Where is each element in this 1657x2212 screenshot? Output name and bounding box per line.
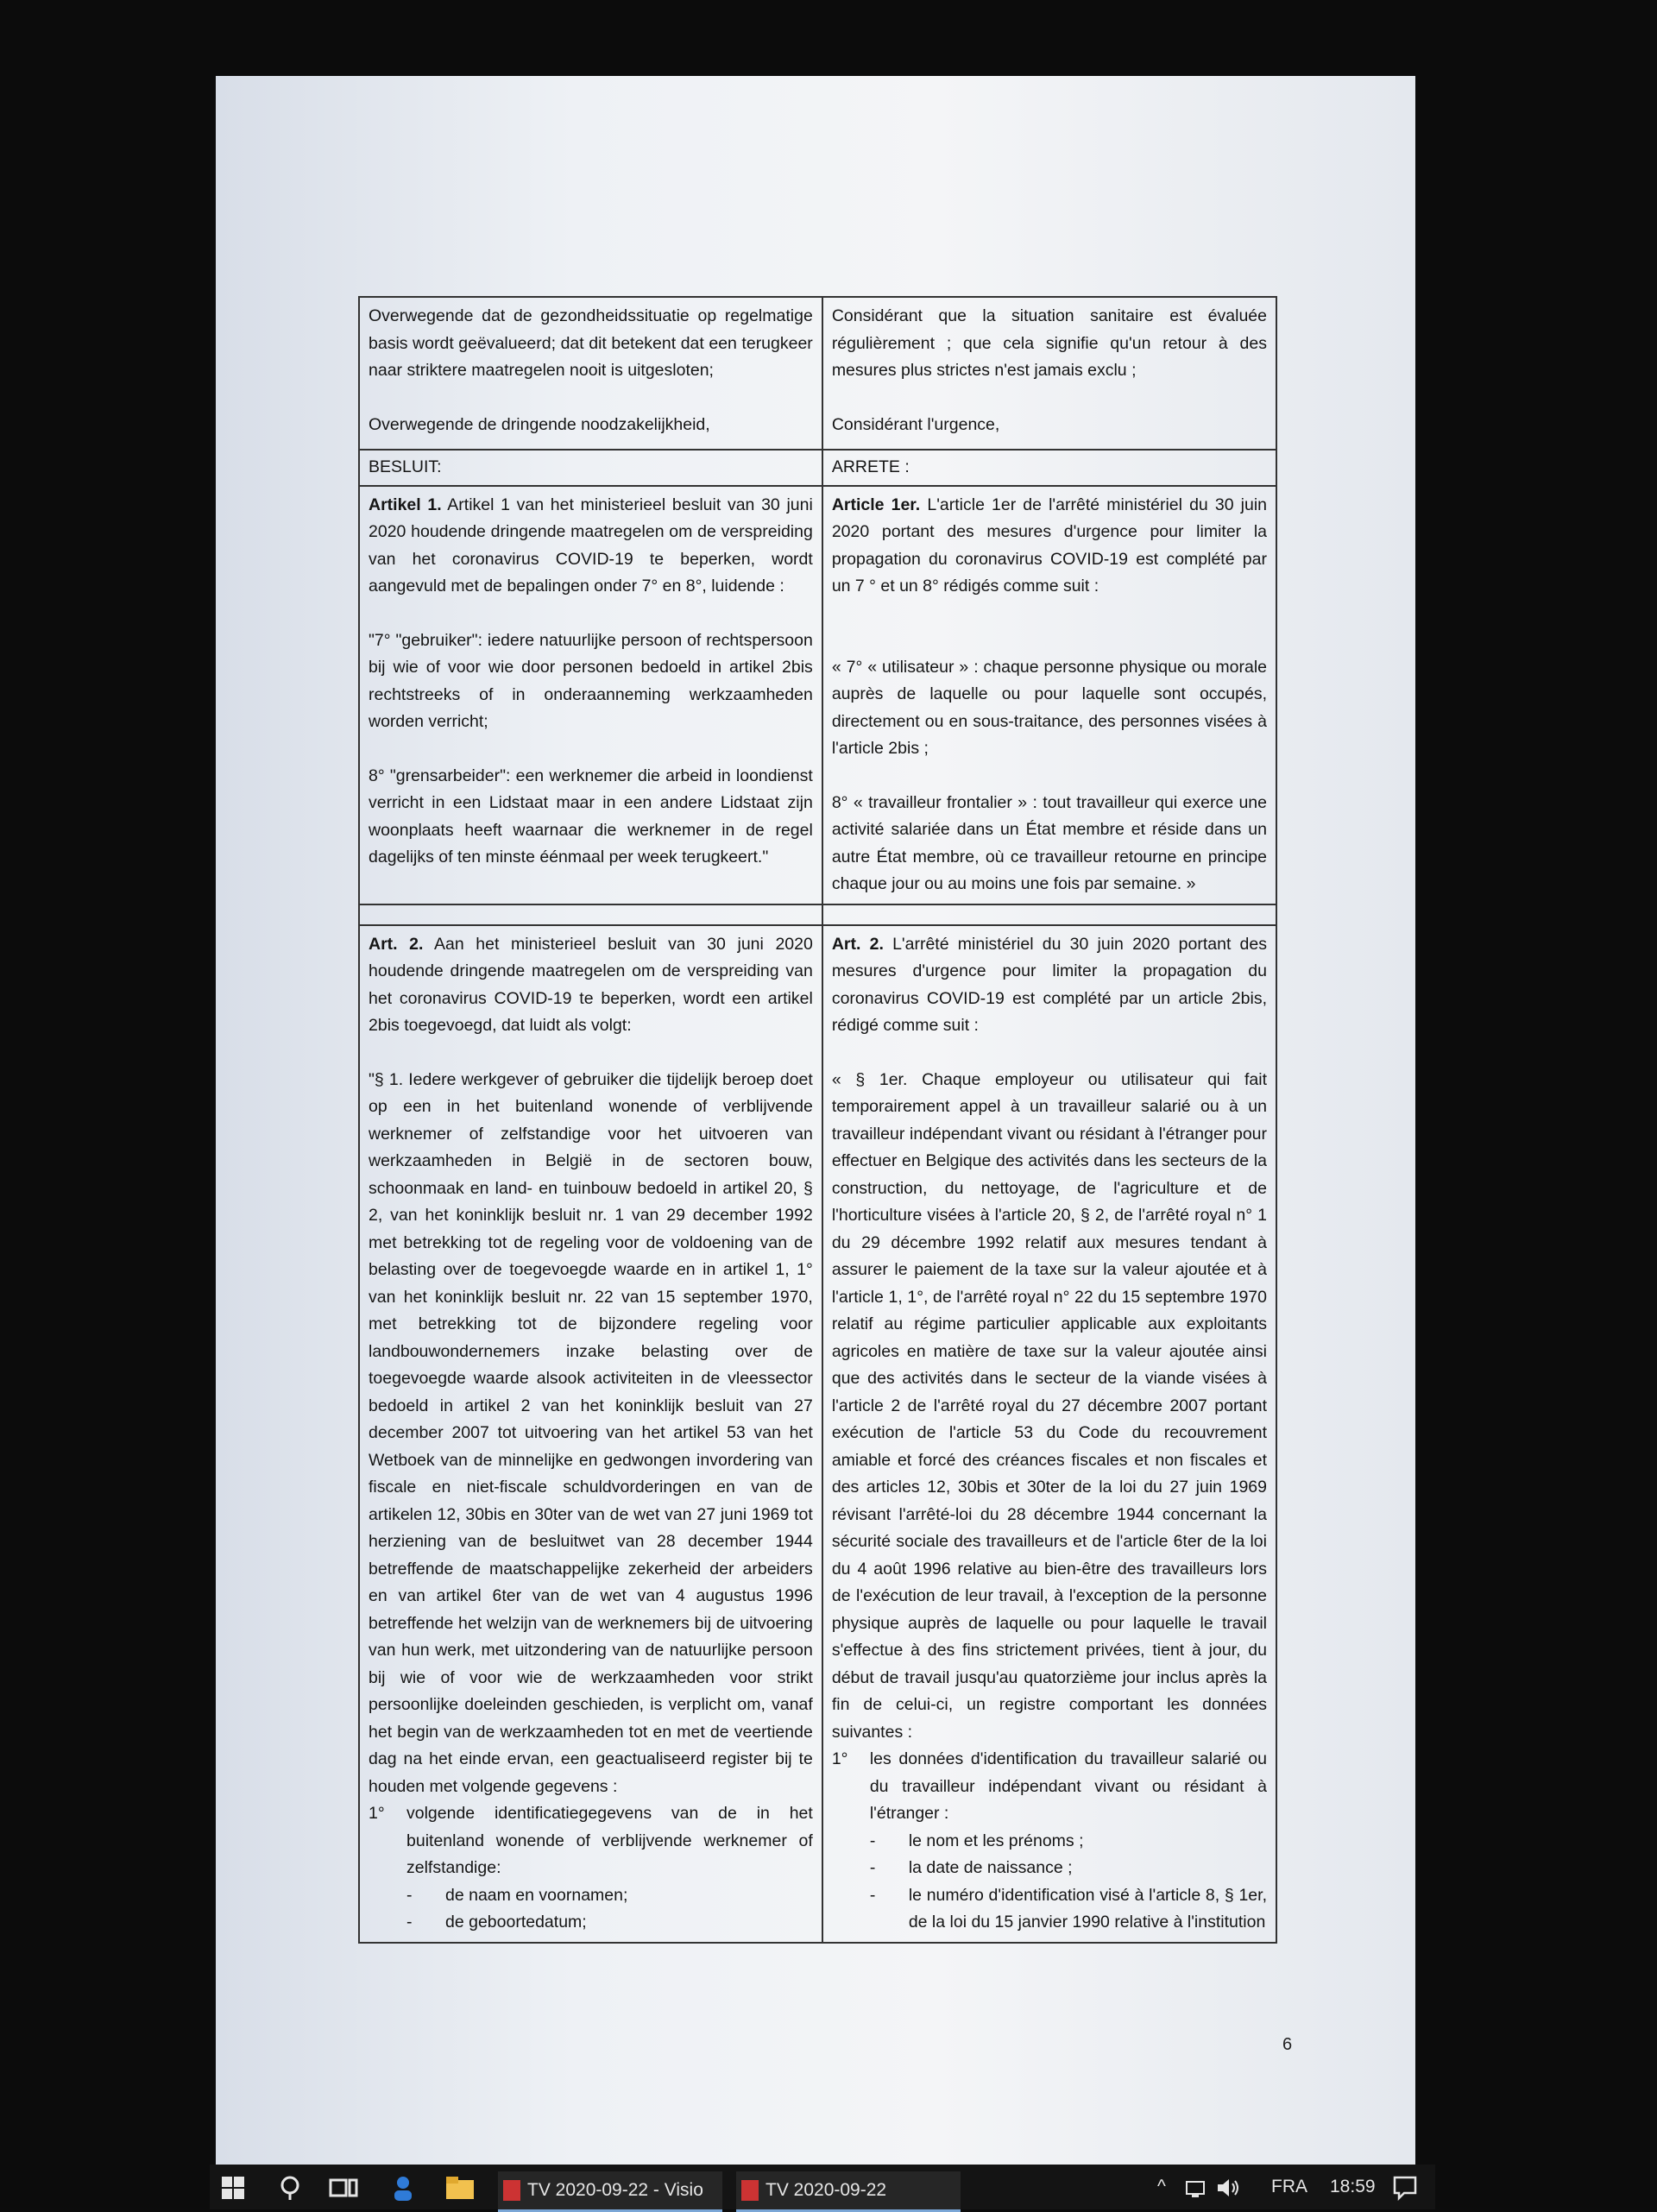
taskbar-app-label: TV 2020-09-22 - Visio bbox=[527, 2180, 703, 2200]
french-cell bbox=[822, 486, 1276, 904]
french-paragraph: 8° « travailleur frontalier » : tout travailleur qui exerce une activité salariée dans un État membre et réside dans un autre État membre, où ce travailleur retourne en principe chaque jour ou au moins une fois par semaine. » bbox=[831, 792, 1267, 893]
article-heading: Article 1er. bbox=[831, 495, 921, 514]
dutch-paragraph: "§ 1. Iedere werkgever of gebruiker die tijdelijk beroep doet op een in het buitenland wonende of verblijvende werknemer of zelfstandige voor het uitvoeren van werkzaamheden in België in de sectoren bouw, schoonmaak en land- en tuinbouw bedoeld in artikel 20, § 2, van het koninklijk besluit nr. 1 van 29 december 1992 met betrekking tot de regeling voor de voldoening van de belasting over de toegevoegde waarde en in artikel 1, 1° van het koninklijk besluit nr. 22 van 15 september 1970, met betrekking tot de bijzondere regeling voor landbouwondernemers inzake belasting over de toegevoegde waarde alsook activiteiten in de vleessector bedoeld in artikel 2 van het koninklijk besluit van 27 december 2007 tot uitvoering van het artikel 53 van het Wetboek van de minnelijke en gedwongen invordering van fiscale en niet-fiscale schuldvorderingen en van de artikelen 12, 30bis en 30ter van de wet van 27 juni 1969 tot herziening van de besluitwet van 28 december 1944 betreffende de maatschappelijke zekerheid der arbeiders en van artikel 6ter van de wet van 4 augustus 1996 betreffende het welzijn van de werknemers bij de uitvoering van hun werk, met uitzondering van de natuurlijke persoon bij wie of voor wie de werkzaamheden voor strikt persoonlijke doeleinden geschieden, is verplicht om, vanaf het begin van de werkzaamheden tot en met de veertiende dag na het einde ervan, een geactualiseerd register bij te houden met volgende gegevens : bbox=[369, 1069, 813, 1796]
taskbar-app-label: TV 2020-09-22 bbox=[765, 2180, 887, 2200]
dutch-paragraph: "7° "gebruiker": iedere natuurlijke persoon of rechtspersoon bij wie of voor wie door personen bedoeld in artikel 2bis rechtstreeks of in onderaanneming werkzaamheden worden verricht; bbox=[369, 630, 813, 731]
table-row bbox=[359, 297, 1276, 450]
arrete-label: ARRETE : bbox=[822, 450, 1276, 486]
french-paragraph: Article 1er. L'article 1er de l'arrêté ministériel du 30 juin 2020 portant des mesures d'urgence pour limiter la propagation du coronavirus COVID-19 est complété par un 7 ° et un 8° rédigés comme suit : bbox=[831, 495, 1267, 596]
volume-icon[interactable] bbox=[1216, 2177, 1240, 2199]
search-icon[interactable] bbox=[279, 2175, 301, 2201]
windows-start-icon[interactable] bbox=[222, 2177, 244, 2199]
table-row bbox=[359, 486, 1276, 904]
french-cell bbox=[822, 925, 1276, 1943]
numbered-list bbox=[832, 1746, 1267, 1937]
dutch-cell bbox=[359, 486, 822, 904]
clock[interactable]: 18:59 bbox=[1330, 2177, 1376, 2196]
article-heading: Art. 2. bbox=[831, 934, 884, 954]
dutch-paragraph: 8° "grensarbeider": een werknemer die arbeid in loondienst verricht in een Lidstaat maar in een andere Lidstaat zijn woonplaats heeft waarnaar die werknemer in de regel dagelijks of ten minste éénmaal per week terugkeert." bbox=[369, 766, 813, 867]
besluit-label: BESLUIT: bbox=[359, 450, 822, 486]
french-paragraph: Art. 2. L'arrêté ministériel du 30 juin 2020 portant des mesures d'urgence pour limiter la propagation du coronavirus COVID-19 est complété par un article 2bis, rédigé comme suit : bbox=[831, 934, 1267, 1035]
bilingual-table bbox=[358, 296, 1277, 1944]
dutch-paragraph: Overwegende dat de gezondheidssituatie op regelmatige basis wordt geëvalueerd; dat dit betekent dat een terugkeer naar striktere maatregelen nooit is uitgesloten; bbox=[369, 306, 813, 380]
pdf-icon bbox=[741, 2180, 759, 2201]
list-item: - le numéro d'identification visé à l'article 8, § 1er, de la loi du 15 janvier 1990 relative à l'institution bbox=[909, 1882, 1267, 1937]
empty-cell bbox=[359, 904, 822, 925]
chevron-up-icon[interactable]: ^ bbox=[1157, 2177, 1166, 2196]
table-row bbox=[359, 925, 1276, 1943]
list-item: 1° les données d'identification du travailleur salarié ou du travailleur indépendant vivant ou résidant à l'étranger : - le nom et les prénoms ; - la date de naissance ; - le numéro d'identification visé à l'article 8, § 1er, de la loi du 15 janvier 1990 relative à l'institution bbox=[870, 1746, 1267, 1937]
task-view-icon[interactable] bbox=[329, 2177, 358, 2199]
french-paragraph: Considérant l'urgence, bbox=[831, 414, 1000, 434]
language-indicator[interactable]: FRA bbox=[1271, 2177, 1307, 2196]
dash-list bbox=[406, 1882, 813, 1937]
document-page bbox=[358, 296, 1277, 1944]
taskbar-app-visio[interactable] bbox=[498, 2171, 722, 2212]
list-item: - de geboortedatum; bbox=[445, 1909, 813, 1937]
person-app-icon[interactable] bbox=[391, 2175, 415, 2201]
dutch-paragraph: Art. 2. Aan het ministerieel besluit van 30 juni 2020 houdende dringende maatregelen om de verspreiding van het coronavirus COVID-19 te beperken, wordt een artikel 2bis toegevoegd, dat luidt als volgt: bbox=[369, 934, 813, 1035]
dutch-cell bbox=[359, 925, 822, 1943]
dutch-paragraph: Overwegende de dringende noodzakelijkheid, bbox=[369, 414, 710, 434]
dutch-cell bbox=[359, 297, 822, 450]
table-row bbox=[359, 904, 1276, 925]
dutch-paragraph: Artikel 1. Artikel 1 van het ministerieel besluit van 30 juni 2020 houdende dringende maatregelen om de verspreiding van het coronavirus COVID-19 te beperken, wordt aangevuld met de bepalingen onder 7° en 8°, luidende : bbox=[369, 495, 813, 596]
numbered-list bbox=[369, 1800, 813, 1937]
article-heading: Artikel 1. bbox=[369, 495, 442, 514]
list-item: - la date de naissance ; bbox=[909, 1855, 1267, 1882]
list-item: - le nom et les prénoms ; bbox=[909, 1828, 1267, 1856]
notification-icon[interactable] bbox=[1392, 2175, 1418, 2201]
french-paragraph: Considérant que la situation sanitaire est évaluée régulièrement ; que cela signifie qu'un retour à des mesures plus strictes n'est jamais exclu ; bbox=[831, 306, 1267, 380]
article-heading: Art. 2. bbox=[369, 934, 424, 954]
list-item: - de naam en voornamen; bbox=[445, 1882, 813, 1910]
table-row bbox=[359, 450, 1276, 486]
file-explorer-icon[interactable] bbox=[446, 2177, 474, 2199]
list-item: 1° volgende identificatiegegevens van de in het buitenland wonende of verblijvende werknemer of zelfstandige: - de naam en voornamen; - de geboortedatum; bbox=[406, 1800, 813, 1937]
empty-cell bbox=[822, 904, 1276, 925]
page-number: 6 bbox=[1282, 2035, 1293, 2054]
taskbar bbox=[210, 2165, 1435, 2209]
french-cell bbox=[822, 297, 1276, 450]
network-icon[interactable] bbox=[1185, 2177, 1206, 2199]
dash-list bbox=[870, 1828, 1267, 1937]
pdf-icon bbox=[503, 2180, 520, 2201]
french-paragraph: « § 1er. Chaque employeur ou utilisateur qui fait temporairement appel à un travailleur salarié ou à un travailleur indépendant vivant ou résidant à l'étranger pour effectuer en Belgique des activités dans les secteurs de la construction, du nettoyage, de l'agriculture et de l'horticulture visées à l'article 20, § 2, de l'arrêté royal n° 1 du 29 décembre 1992 relatif aux mesures tendant à assurer le paiement de la taxe sur la valeur ajoutée et à l'article 1, 1°, de l'arrêté royal n° 22 du 15 septembre 1970 relatif au régime particulier applicable aux exploitants agricoles en matière de taxe sur la valeur ajoutée ainsi que des activités dans le secteur de la viande visées à l'article 2 de l'arrêté royal du 27 décembre 2007 portant exécution de l'article 53 du Code du recouvrement amiable et forcé des créances fiscales et non fiscales et des articles 12, 30bis et 30ter de la loi du 27 juin 1969 révisant l'arrêté-loi du 28 décembre 1944 concernant la sécurité sociale des travailleurs et de l'article 6ter de la loi du 4 août 1996 relative au bien-être des travailleurs lors de l'exécution de leur travail, à l'exception de la personne physique auprès de laquelle ou pour laquelle le travail s'effectue à des fins strictement privées, tient à jour, du début de travail jusqu'au quatorzième jour inclus après la fin de celui-ci, un registre comportant les données suivantes : bbox=[831, 1069, 1267, 1742]
taskbar-app-document[interactable] bbox=[736, 2171, 961, 2212]
french-paragraph: « 7° « utilisateur » : chaque personne physique ou morale auprès de laquelle ou pour laquelle sont occupés, directement ou en sous-traitance, des personnes visées à l'article 2bis ; bbox=[831, 657, 1267, 758]
monitor-screen bbox=[216, 76, 1415, 2165]
